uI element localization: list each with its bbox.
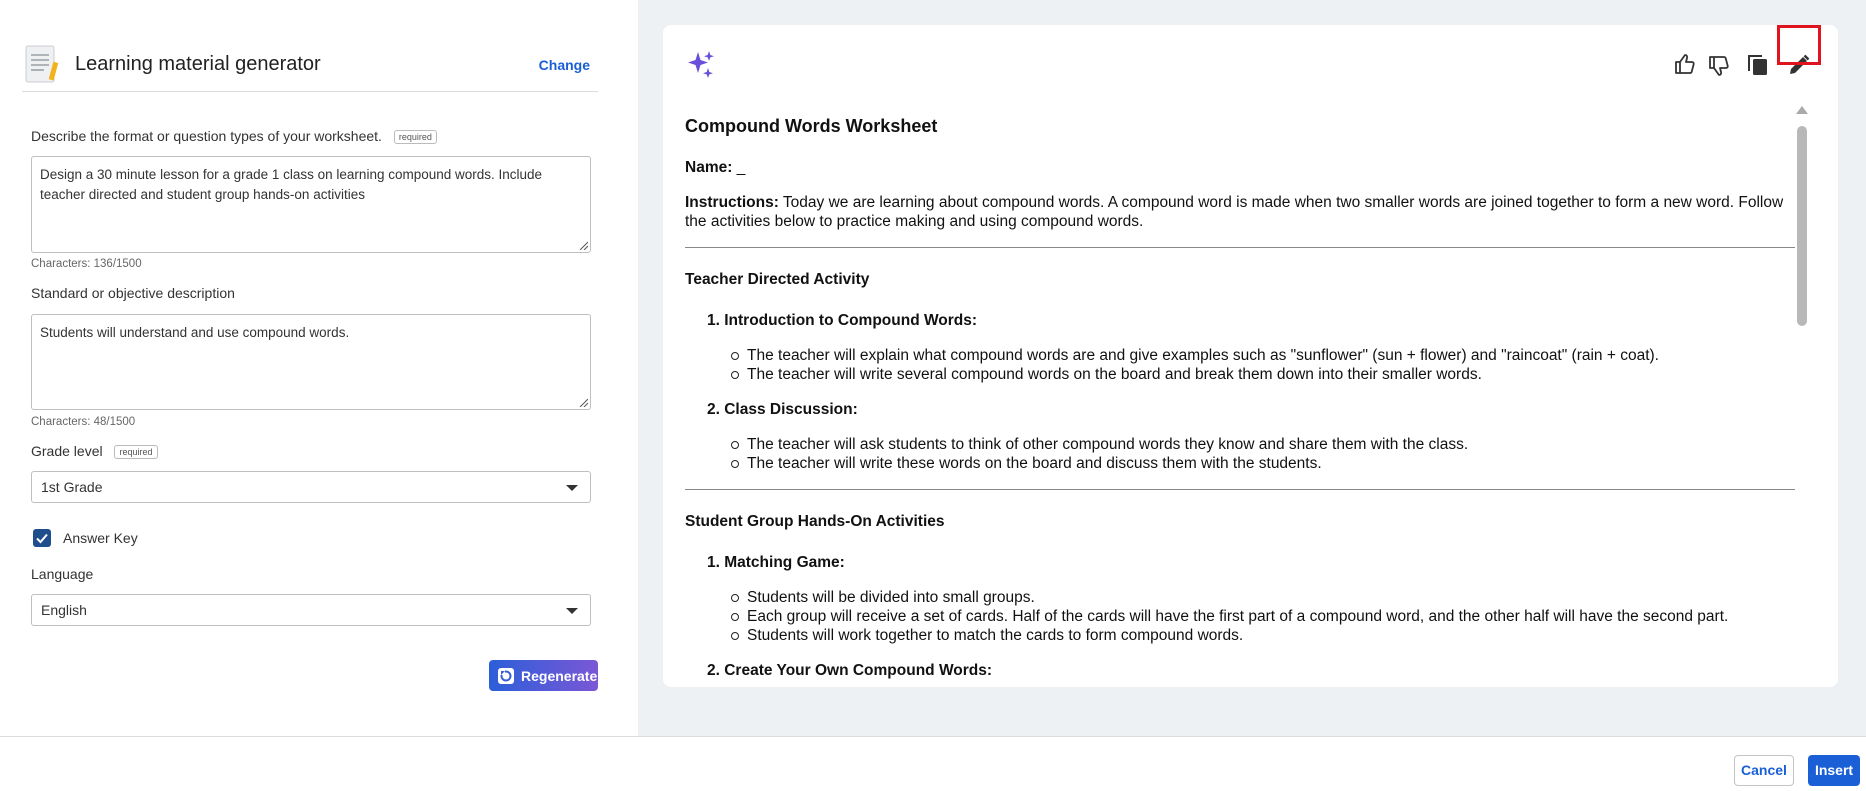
grade-select[interactable]: 1st Grade xyxy=(31,471,591,503)
format-label: Describe the format or question types of your worksheet. required xyxy=(31,128,437,144)
format-textarea[interactable]: Design a 30 minute lesson for a grade 1 class on learning compound words. Include teacher directed and student group hands-on activities xyxy=(31,156,591,253)
scrollbar[interactable] xyxy=(1796,106,1808,686)
list-item: 2. Create Your Own Compound Words: xyxy=(707,662,993,679)
required-badge: required xyxy=(394,130,437,144)
copy-icon[interactable] xyxy=(1746,53,1770,77)
bullet-item: The teacher will write these words on the board and discuss them with the students. xyxy=(747,454,1795,473)
required-badge: required xyxy=(114,445,157,459)
bullet-item: Students will be divided into small groups. xyxy=(747,588,1795,607)
edit-highlight-box xyxy=(1777,25,1821,65)
name-line: Name: _ xyxy=(685,159,746,176)
result-card xyxy=(663,25,1838,687)
standard-char-count: Characters: 48/1500 xyxy=(31,416,136,428)
standard-label: Standard or objective description xyxy=(31,285,235,301)
change-link[interactable]: Change xyxy=(538,57,590,73)
scroll-thumb[interactable] xyxy=(1797,126,1807,326)
regenerate-icon xyxy=(497,667,515,685)
list-item: 1. Matching Game: Students will be divided into small groups. Each group will receive a set of cards. Half of the cards will have the first part of a compound word, and the other half will have the second part. Students will work together to match the cards to form compound words. xyxy=(707,553,1795,645)
footer xyxy=(0,736,1866,791)
standard-textarea[interactable]: Students will understand and use compound words. xyxy=(31,314,591,410)
generator-panel xyxy=(0,0,638,736)
worksheet-content xyxy=(685,117,1795,687)
format-char-count: Characters: 136/1500 xyxy=(31,258,142,270)
language-label: Language xyxy=(31,566,94,582)
chevron-down-icon xyxy=(566,608,578,614)
thumbs-up-icon[interactable] xyxy=(1673,52,1697,76)
scroll-up-icon[interactable] xyxy=(1796,106,1808,114)
list-item: 2. Class Discussion: The teacher will ask students to think of other compound words they know and share them with the class. The teacher will write these words on the board and discuss them with the students. xyxy=(707,400,1795,473)
instructions: Instructions: Today we are learning about compound words. A compound word is made when two smaller words are joined together to form a new word. Follow the activities below to practice making and using compound words. xyxy=(685,194,1784,230)
bullet-item: The teacher will write several compound words on the board and break them down into their smaller words. xyxy=(747,365,1795,384)
list-item: 1. Introduction to Compound Words: The teacher will explain what compound words are and give examples such as "sunflower" (sun + flower) and "raincoat" (rain + coat). The teacher will write several compound words on the board and break them down into their smaller words. xyxy=(707,311,1795,384)
teacher-section-heading: Teacher Directed Activity xyxy=(685,271,870,288)
language-select[interactable]: English xyxy=(31,594,591,626)
divider xyxy=(685,489,1795,490)
student-activity-list xyxy=(707,553,1795,680)
cancel-button[interactable]: Cancel xyxy=(1734,755,1794,786)
resize-grip-icon[interactable] xyxy=(578,240,588,250)
grade-label: Grade level required xyxy=(31,443,158,459)
checkmark-icon xyxy=(33,529,51,547)
answer-key-label: Answer Key xyxy=(63,530,138,546)
thumbs-down-icon[interactable] xyxy=(1707,54,1731,78)
bullet-item: The teacher will ask students to think of other compound words they know and share them with the class. xyxy=(747,435,1795,454)
bullet-item: The teacher will explain what compound words are and give examples such as "sunflower" (sun + flower) and "raincoat" (rain + coat). xyxy=(747,346,1795,365)
bullet-item: Each group will receive a set of cards. Half of the cards will have the first part of a compound word, and the other half will have the second part. xyxy=(747,607,1795,626)
resize-grip-icon[interactable] xyxy=(578,397,588,407)
bullet-item: Students will work together to match the cards to form compound words. xyxy=(747,626,1795,645)
generator-title: Learning material generator xyxy=(75,53,321,75)
regenerate-button[interactable]: Regenerate xyxy=(489,660,598,691)
answer-key-checkbox[interactable] xyxy=(33,529,51,547)
student-section-heading: Student Group Hands-On Activities xyxy=(685,513,945,530)
divider xyxy=(685,247,1795,248)
teacher-activity-list xyxy=(707,311,1795,473)
chevron-down-icon xyxy=(566,485,578,491)
worksheet-title: Compound Words Worksheet xyxy=(685,116,938,136)
ai-sparkle-icon xyxy=(685,49,717,81)
generator-header xyxy=(22,40,598,92)
insert-button[interactable]: Insert xyxy=(1808,755,1860,786)
worksheet-icon xyxy=(24,44,60,86)
